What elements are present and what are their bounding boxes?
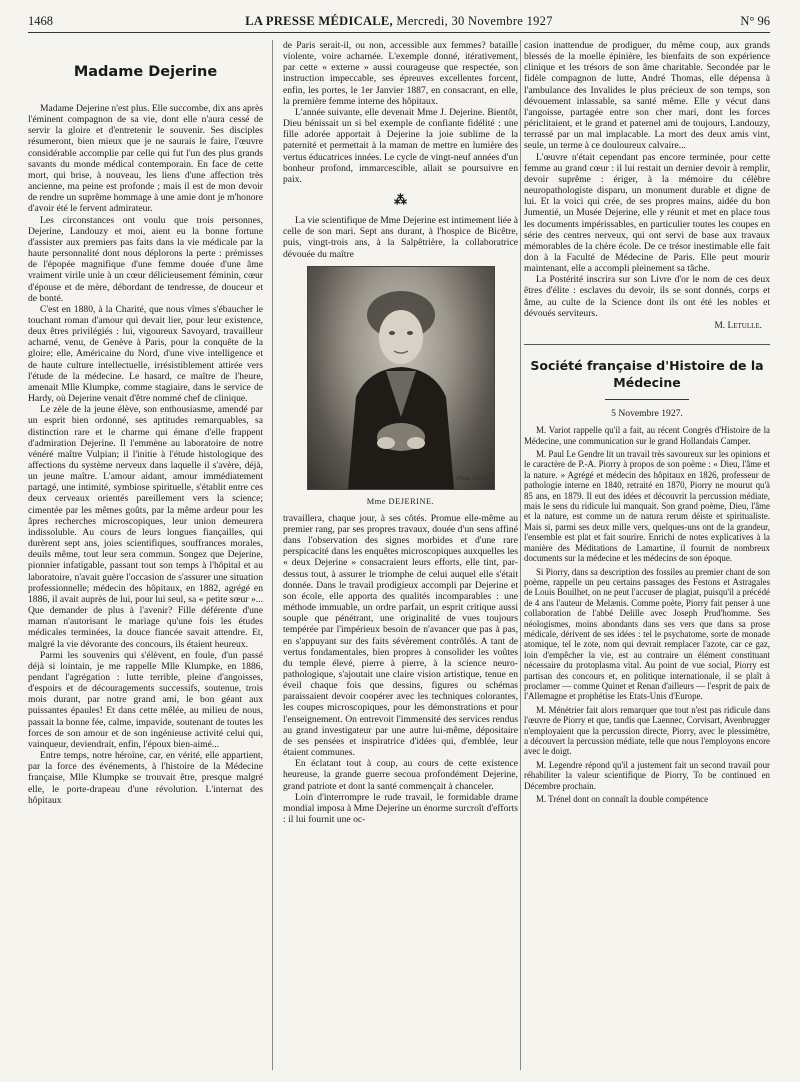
signature-text: M. Letulle. [714,320,762,331]
paragraph: Le zèle de la jeune élève, son enthousiasme, amendé par un esprit bien ordonné, ses aptitudes remarquables, sa distinction rare et le charme qui émane d'elle frappent d'admiration Dejerine. Il l'emmène au laboratoire de notre vénéré maître Vulpian; il l'initie à l'étude histologique des affections du système nerveux dans laquelle il s'avère, déjà, un jeune maître. L'amour aidant, amour immédiatement partagé, une intimité, symbiose spirituelle, s'établit entre ces deux cerveaux orientés pareillement vers la science; cimentée par les mêmes goûts, par la même ardeur pour les âpres recherches microscopiques, leur union demeurera indissoluble. Au cours de leurs longues fiançailles, qui durèrent sept ans, joies scientifiques, souffrances morales, deuils même, tout leur sera commun. Songez que Dejerine, pionnier infatigable, passant tout son temps à l'hôpital et au laboratoire, n'avait guère l'occasion de s'assurer une situation professionnelle; médecin des hôpitaux, en 1882, agrégé en 1886, il avait auprès de lui, pour lui seul, sa « petite sœur »... Que demander de plus à l'avenir? Fille déférente d'une maman n'autorisant le mariage qu'une fois les études médicales terminées, la douce fiancée savait attendre. Et, malgré la vie dévorante des concours, ils étaient heureux. [28,404,263,650]
society-minutes [524,425,770,804]
paragraph: C'est en 1880, à la Charité, que nous vîmes s'ébaucher le touchant roman d'amour qui devait lier, pour leur existence, deux êtres privilégiés : lui, vigoureux Savoyard, travailleur acharné, venu, de Genève à Paris, pour la conquête de la gloire; elle, Américaine du Nord, d'une vive intelligence et de haute culture intellectuelle, irrésistiblement attirée vers l'étude de la médecine. Le hasard, ce maître de l'heure, amenait Mlle Klumpke, comme stagiaire, dans le service de Hardy, où Dejerine venait d'être nommé chef de clinique. [28,303,263,405]
paragraph: M. Paul Le Gendre lit un travail très savoureux sur les opinions et le caractère de P.-A. Piorry à propos de son poème : « Dieu, l'âme et la nature. » Agrégé et médecin des hôpitaux en 1826, professeur de pathologie interne en 1840, retraité en 1870, Piorry ne mourut qu'à 85 ans, en 1879. Il eut des idées et découvrit la percussion médiate, mais le sens du ridicule lui manquait. Son grand poème, Dieu, l'âme et la nature, est comme un de natura rerum déiste et spiritualiste. Mais si, parmi ses deux mille vers, quelques-uns ont de la grandeur, l'ensemble est plat et fait sourire. Enrichi de notes explicatives à la manière des Méditations de Lamartine, il fournit de nombreux documents sur la médecine et les médecins de son époque. [524,449,770,564]
publication-name: LA PRESSE MÉDICALE, [245,14,393,28]
paragraph: M. Trénel dont on connaît la double compétence [536,794,709,805]
paragraph: Parmi les souvenirs qui s'élèvent, en foule, d'un passé déjà si lointain, je me rappelle Mlle Klumpke, en 1886, pendant l'agrégation : lutte terrible, pleine d'angoisses, d'espoirs et de découragements successifs, soutenue, trois mois durant, par notre grand ami, le bon géant aux puissantes épaules! Et dans cette mêlée, au milieu de nous, passait la bonne fée, calme, impavide, soutenant de toutes les forces de son amour et de son ingénieuse activité celui qui, vainqueur, deviendrait, enfin, l'époux bien-aimé... [28,649,263,750]
column-3 [524,40,770,1078]
paragraph: de Paris serait-il, ou non, accessible aux femmes? bataille violente, voire acharnée. L'exemple donné, itérativement, par cette « externe » aussi courageuse que respectée, son instruction impeccable, ses épreuves excellentes forcent, enfin, les portes, le 1er Janvier 1887, en consacrant, en elle, la première femme interne des hôpitaux. [283,40,518,107]
column-rule [520,40,521,1070]
paragraph: L'œuvre n'était cependant pas encore terminée, pour cette femme au grand cœur : il lui restait un dernier devoir à remplir, devoir suprême : ériger, à la mémoire du célèbre neuropathologiste disparu, un monument durable et digne de lui. Et la voici qui crée, de ses propres mains, aidée du bon Jumentié, un Musée Dejerine, elle y réunit et met en place tous les documents impérissables, en particulier toutes les coupes en série des centres nerveux, qui ont servi de base aux travaux mémorables de la chère école. De ce trésor inestimable elle fait don à la Faculté de Médecine de Paris. Elle peut mourir maintenant, elle a accompli pleinement sa tâche. [524,151,770,275]
column-1 [28,40,263,1078]
paragraph: Madame Dejerine n'est plus. Elle succombe, dix ans après l'éminent compagnon de sa vie, dont elle n'aura cessé de servir la gloire et d'entretenir le souvenir. Ses disciples résumeront, bien mieux que je ne saurais le faire, l'œuvre considérable accomplie par celle qui fut l'un des plus grands savants du monde médical contemporain. En face de cette mort, qui brise, à nouveau, les liens d'une affection très ancienne, ma peine est profonde ; mais il est de mon devoir de rendre un suprême hommage à une amie dont je m'honore d'avoir été le fervent admirateur. [28,103,263,215]
paragraph: Les circonstances ont voulu que trois personnes, Dejerine, Landouzy et moi, aient eu la bonne fortune d'assister aux premiers pas faits dans la vie médicale par la haute personnalité dont nous déplorons la perte : prémisses de l'épopée magnifique d'une femme douée d'une âme vraiment virile unie à un cœur délicieusement féminin, cœur d'épouse et de mère, débordant de tendresse, de douceur et de bonté. [28,214,263,304]
column-2 [283,40,518,1078]
photo-credit: Photo Vizzar. [455,475,488,482]
paragraph: M. Variot rappelle qu'il a fait, au récent Congrès d'Histoire de la Médecine, une communication sur le grand Hollandais Camper. [524,425,770,446]
society-title: Société française d'Histoire de la Médecine [530,358,764,391]
issue-number: N° 96 [740,14,770,28]
column-rule [272,40,273,1070]
paragraph: Loin d'interrompre le rude travail, le formidable drame mondial imposa à Mme Dejerine un énorme surcroît d'efforts : il lui fournit une oc- [283,791,518,826]
paragraph: Entre temps, notre héroïne, car, en vérité, elle appartient, par la force des événements, à l'histoire de la Médecine française, Mlle Klumpke se trouvait être, presque malgré elle, le porte-drapeau d'une révolution. L'internat des hôpitaux [28,750,263,806]
masthead [28,14,770,33]
paragraph: travaillera, chaque jour, à ses côtés. Promue elle-même au premier rang, par ses propres travaux, douée d'un sens affiné dans l'observation des signes morbides et d'une rare perspicacité dans les enquêtes microscopiques auxquelles les « deux Dejerine » consacraient leurs efforts, elle tint, par-dessus tout, à assurer le triomphe de celui auquel elle s'était donnée. Dans le travail prodigieux accompli par Dejerine et son école, elle apporta des qualités incomparables : une méthode immuable, un ordre parfait, un esprit critique aussi souple que pénétrant, une originalité de vues toujours tempérée par l'impérieux besoin de n'avancer que pas à pas, en s'appuyant sur des faits sévèrement contrôlés. A tant de vertus fondamentales, bien propres à consolider les voûtes du temple élevé, pierre à pierre, à la science neuro-pathologique, s'ajoutait une claire vision artistique, tenue en éveil chaque fois que dessins, figures ou schémas paraissaient devoir coopérer avec les techniques colorantes, les coupes microscopiques, pour les démonstrations et pour l'enseignement. On entrevoit l'immensité des services rendus au grand investigateur par une autre lui-même, dépositaire de ses pensées et inspiratrice d'idées qui, d'emblée, leur étaient communes. [283,512,518,759]
section-rule [524,344,770,345]
article-title: Madame Dejerine [73,64,218,80]
paragraph: La vie scientifique de Mme Dejerine est intimement liée à celle de son mari. Sept ans durant, à l'hospice de Bicêtre, puis, vingt-trois ans, à la Salpêtrière, la collaboratrice dévouée du maître [283,215,518,260]
paragraph: M. Ménétrier fait alors remarquer que tout n'est pas ridicule dans l'œuvre de Piorry et que, tandis que Laennec, Corvisart, Avenbrugger n'employaient que la percussion directe, Piorry, avec le plessimètre, a découvert la percussion médiate, telle que nous l'employons encore avec le doigt. [524,704,770,757]
article-signature [524,321,770,332]
paragraph: En éclatant tout à coup, au cours de cette existence heureuse, la grande guerre secoua profondément Dejerine, grand patriote et dont la santé commençait à chanceler. [283,758,518,792]
masthead-title [28,14,770,29]
portrait-illustration [308,267,494,489]
short-rule [605,399,689,400]
paragraph: M. Legendre répond qu'il a justement fait un second travail pour réhabiliter la valeur scientifique de Piorry, To be continued en Décembre prochain. [524,759,770,791]
paragraph: L'année suivante, elle devenait Mme J. Dejerine. Bientôt, Dieu bénissait un si bel exemple de confiante fidélité : une fille adorée apportait à Dejerine la joie sublime de la paternité et permettait à la maman de mettre en lumière des vertus éducatrices innées. Le cycle de vingt-neuf années d'un bonheur profond, immarcescible, allait se poursuivre en paix. [283,106,518,185]
page-number: 1468 [28,14,53,28]
portrait-photo [307,266,495,490]
photo-caption: Mme DEJERINE. [366,496,435,506]
paragraph: Si Piorry, dans sa description des fossiles au premier chant de son poème, rappelle un peu certains passages des Festons et Astragales de Louis Bouilhet, on ne peut l'accuser de plagiat, puisqu'il a précédé de 4 ans l'auteur de Melænis. Comme poète, Piorry fait penser à une collaboration de l'abbé Delille avec Joseph Prud'homme. Ses néologismes, moins abondants dans ses vers que dans sa prose médicale, dérivent de ses idées : tel le psychatome, sorte de monade atomique, tel le zote, nom qui devrait remplacer l'azote, car ce gaz, loin d'empêcher la vie, est au contraire un élément constituant nécessaire du protoplasma vital. Au point de vue social, Piorry est partisan des concours et, en politique internationale, il se plaît à proclamer — comme Quinet et Renan d'ailleurs — l'esprit de paix de l'Allemagne et prophétise les Etats-Unis d'Europe. [524,566,770,702]
section-stars: ⁂ [394,192,407,208]
paragraph: La Postérité inscrira sur son Livre d'or le nom de ces deux êtres d'élite : esclaves du devoir, ils se sont donnés, corps et âme, au culte de la Science dont ils ont été les nobles et dévoués serviteurs. [524,274,770,319]
meeting-date: 5 Novembre 1927. [611,408,683,420]
publication-date: Mercredi, 30 Novembre 1927 [396,14,553,28]
paragraph: casion inattendue de prodiguer, du même coup, aux grands blessés de la moelle épinière, les bienfaits de son expérience clinique et les trésors de son âme charitable. Secondée par le fidèle compagnon de lutte, André Thomas, elle dépensa à l'ambulance des Invalides le plus précieux de son temps, son dévouement inlassable, sa santé même. Elle y vécut dans l'angoisse, partagée entre son cher mari, dont les forces périclitaient, et le grand et paternel ami de toujours, Landouzy, terrassé par un mal implacable. La mort des deux amis vint, seule, un terme à ce douloureux calvaire... [524,40,770,152]
